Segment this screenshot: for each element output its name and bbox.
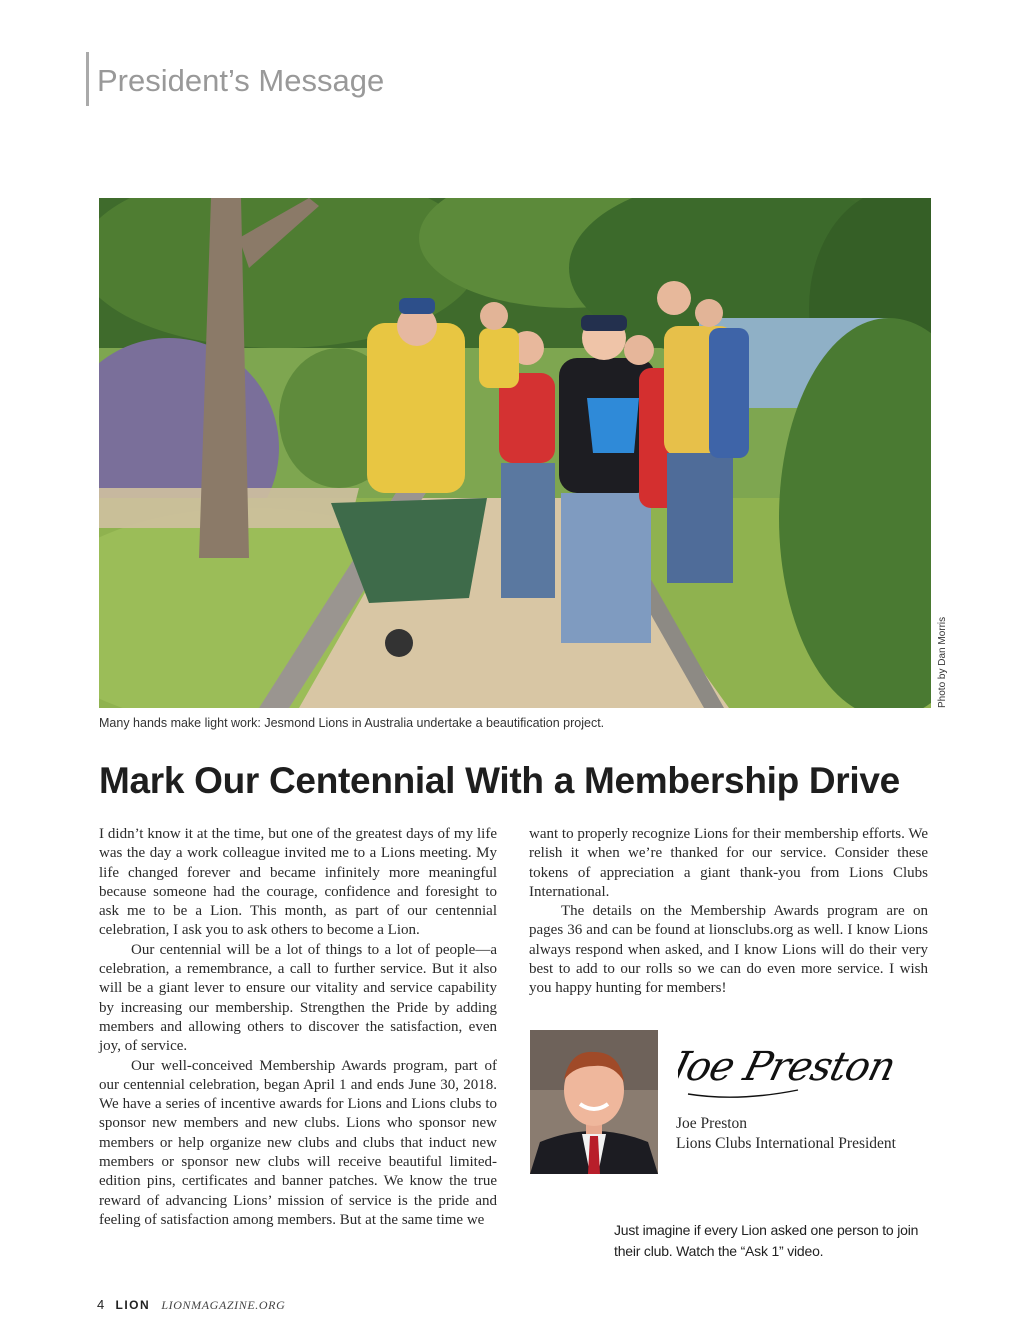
- section-header: [86, 52, 384, 106]
- signature: [678, 1028, 918, 1108]
- president-portrait: [530, 1030, 658, 1174]
- signature-script: Joe Preston: [678, 1042, 900, 1090]
- article-column-2: [529, 825, 928, 999]
- signer-name: Joe Preston: [676, 1115, 748, 1132]
- magazine-website: LIONMAGAZINE.ORG: [161, 1298, 286, 1312]
- paragraph: Our centennial will be a lot of things to a lot of people—a celebration, a remembrance, a call to further service. But it also will be a giant lever to ensure our vitality and service capability by increasing our membership. Strengthen the Pride by adding members and allowing others to discover the satisfaction, even joy, of service.: [99, 941, 497, 1055]
- article-column-1: [99, 825, 497, 1230]
- magazine-name: LION: [115, 1298, 151, 1312]
- video-callout: Just imagine if every Lion asked one person to join their club. Watch the “Ask 1” video.: [614, 1222, 919, 1259]
- photo-caption: Many hands make light work: Jesmond Lions in Australia undertake a beautification project.: [99, 716, 605, 730]
- signature-block: [676, 1114, 976, 1153]
- page-number: 4: [97, 1297, 105, 1312]
- signer-title: Lions Clubs International President: [676, 1134, 896, 1152]
- paragraph: want to properly recognize Lions for their membership efforts. We relish it when we’re thanked for our service. Consider these tokens of appreciation a giant thank-you from Lions Clubs International.: [529, 826, 928, 900]
- paragraph: Our well-conceived Membership Awards program, part of our centennial celebration, began April 1 and ends June 30, 2018. We have a series of incentive awards for Lions and Lions clubs to sponsor new members and new clubs. Lions who sponsor new members or help organize new clubs and clubs that induct new members or sponsor new clubs will receive beautiful limited-edition pins, certificates and banner patches. We know the true reward of advancing Lions’ mission of service is the pride and feeling of satisfaction among members. But at the same time we: [99, 1057, 497, 1228]
- paragraph: I didn’t know it at the time, but one of the greatest days of my life was the day a work colleague invited me to a Lions meeting. My life changed forever and became infinitely more meaningful because someone had the courage, confidence and foresight to ask me to be a Lion. This month, as part of our centennial celebration, I ask you to ask others to become a Lion.: [99, 826, 497, 939]
- paragraph: The details on the Membership Awards program are on pages 36 and can be found at lionsclubs.org as well. I know Lions always respond when asked, and I know Lions will do their very best to add to our rolls so we can do even more service. I wish you happy hunting for members!: [529, 903, 928, 997]
- article-headline: Mark Our Centennial With a Membership Drive: [99, 760, 900, 801]
- section-label: President’s Message: [97, 63, 385, 98]
- feature-photo: [99, 198, 931, 708]
- photo-credit: Photo by Dan Morris: [937, 616, 948, 708]
- page-footer: [97, 1297, 285, 1313]
